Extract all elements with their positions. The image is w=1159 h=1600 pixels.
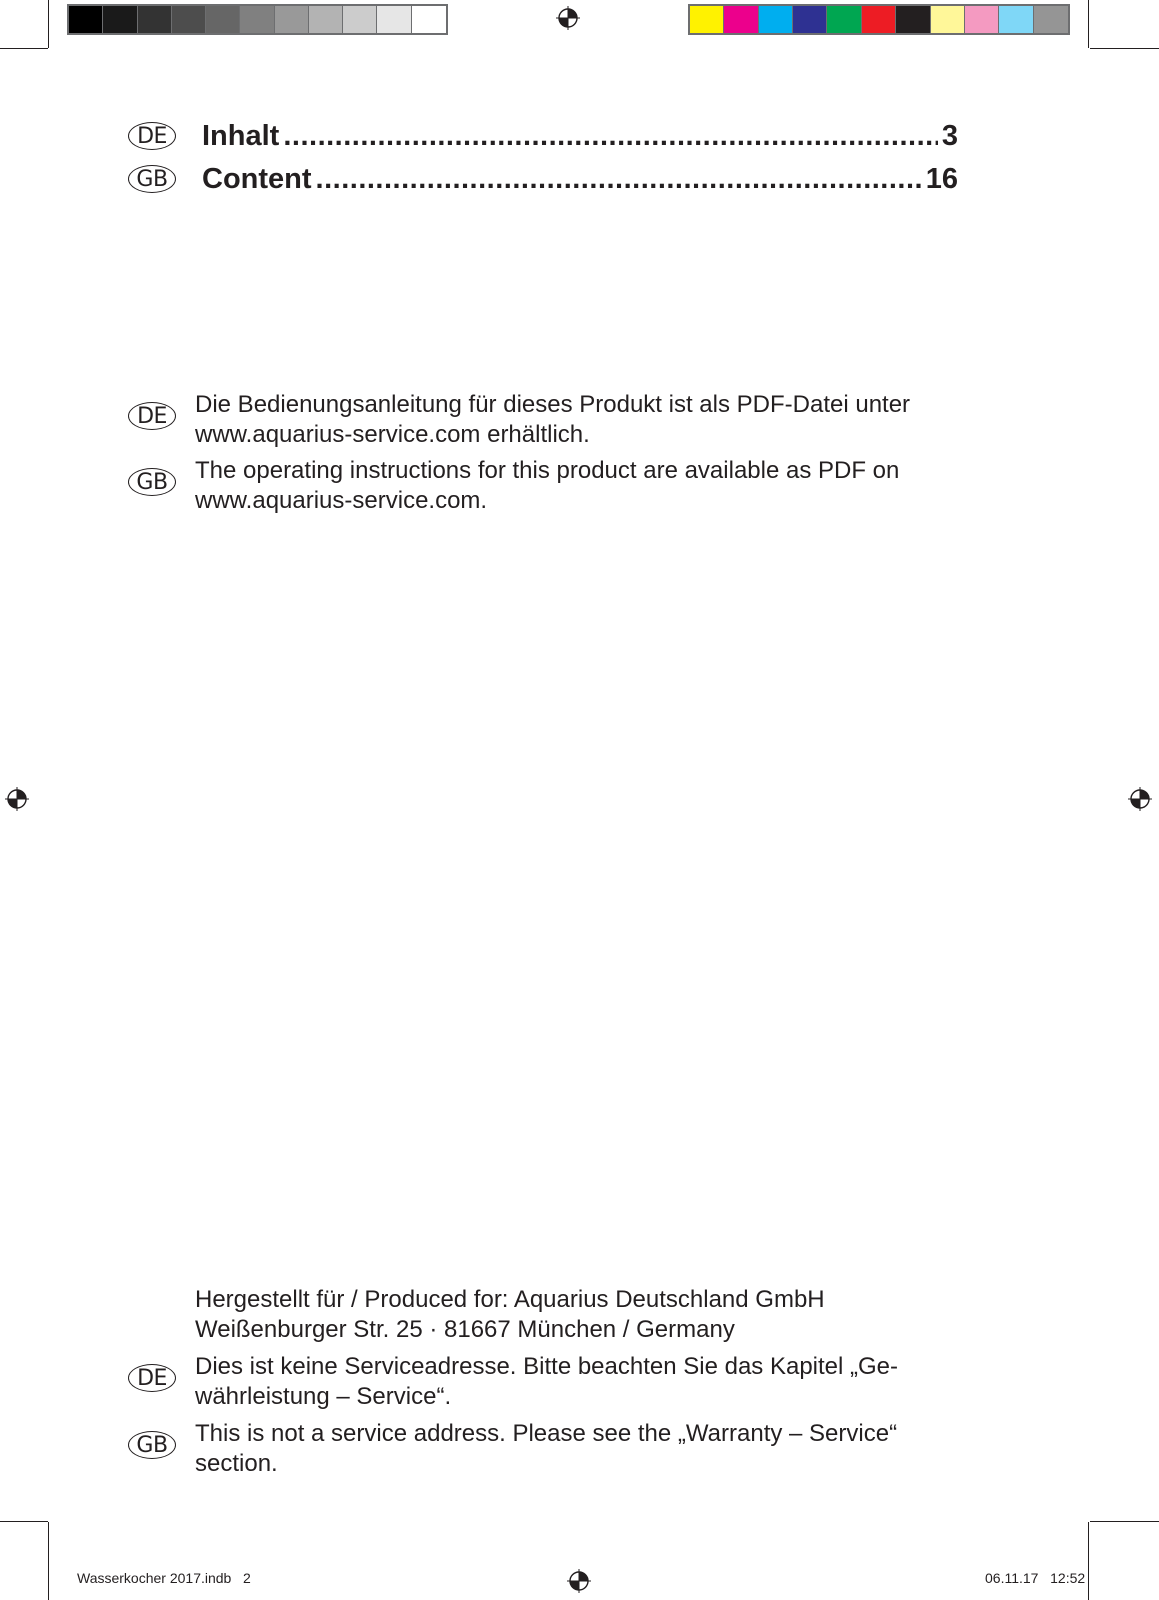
- registration-mark-icon: [556, 6, 580, 30]
- toc-leader-dots: [283, 120, 938, 153]
- language-badge-de: DE: [128, 402, 176, 430]
- crop-mark-top-right-v: [1088, 0, 1089, 48]
- pdf-notice-de-line1: Die Bedienungsanleitung für dieses Produkt ist als PDF-Datei unter: [195, 391, 911, 418]
- language-badge-de: DE: [128, 122, 176, 150]
- process-color-swatch: [827, 6, 861, 33]
- pdf-notice-gb: [195, 456, 955, 516]
- toc-title: Content: [202, 162, 312, 195]
- language-badge-gb: GB: [128, 468, 176, 496]
- process-color-swatch: [724, 6, 758, 33]
- manufacturer-line1: Hergestellt für / Produced for: Aquarius Deutschland GmbH: [195, 1286, 825, 1313]
- grayscale-swatch: [103, 6, 137, 33]
- process-color-swatch: [793, 6, 827, 33]
- process-color-swatch: [690, 6, 724, 33]
- crop-mark-top-left-v: [48, 0, 49, 48]
- service-notice-de-line2: währleistung – Service“.: [195, 1383, 452, 1410]
- grayscale-swatch: [343, 6, 377, 33]
- grayscale-swatch: [377, 6, 411, 33]
- process-color-swatch: [965, 6, 999, 33]
- crop-mark-top-left-h: [0, 48, 48, 49]
- toc-title: Inhalt: [202, 119, 280, 152]
- toc-leader-dots: [316, 163, 922, 196]
- process-color-swatch: [931, 6, 965, 33]
- grayscale-swatch: [172, 6, 206, 33]
- process-color-swatch: [759, 6, 793, 33]
- process-color-swatch: [896, 6, 930, 33]
- grayscale-swatch: [206, 6, 240, 33]
- service-notice-gb-line1: This is not a service address. Please see the „Warranty – Service“: [195, 1420, 898, 1447]
- grayscale-swatch: [275, 6, 309, 33]
- toc-entry[interactable]: [128, 159, 958, 199]
- crop-mark-bottom-right-v: [1088, 1522, 1089, 1600]
- toc-page-number: 3: [941, 119, 958, 152]
- crop-mark-top-right-h: [1090, 48, 1159, 49]
- grayscale-swatch: [412, 6, 446, 33]
- pdf-notice-gb-line1: The operating instructions for this product are available as PDF on: [195, 457, 900, 484]
- grayscale-swatch: [138, 6, 172, 33]
- grayscale-swatch: [69, 6, 103, 33]
- registration-mark-icon: [1128, 787, 1152, 811]
- language-badge-gb: GB: [128, 1431, 176, 1459]
- slug-file-info: Wasserkocher 2017.indb 2: [77, 1570, 251, 1586]
- service-notice-de: [195, 1352, 955, 1412]
- registration-mark-icon: [5, 787, 29, 811]
- language-badge-de: DE: [128, 1364, 176, 1392]
- process-color-swatch: [999, 6, 1033, 33]
- grayscale-swatch: [309, 6, 343, 33]
- process-color-swatch: [862, 6, 896, 33]
- manufacturer-address: [195, 1285, 955, 1345]
- service-notice-gb: [195, 1419, 955, 1479]
- process-color-swatch: [1034, 6, 1068, 33]
- pdf-notice-de: [195, 390, 955, 450]
- toc-entry[interactable]: [128, 116, 958, 156]
- pdf-notice-gb-line2: www.aquarius-service.com.: [195, 487, 488, 514]
- slug-datetime: 06.11.17 12:52: [985, 1570, 1086, 1586]
- service-notice-de-line1: Dies ist keine Serviceadresse. Bitte beachten Sie das Kapitel „Ge-: [195, 1353, 899, 1380]
- process-color-bar: [688, 4, 1070, 35]
- pdf-notice-de-line2: www.aquarius-service.com erhältlich.: [195, 421, 590, 448]
- crop-mark-bottom-left-v: [48, 1522, 49, 1600]
- service-notice-gb-line2: section.: [195, 1450, 278, 1477]
- registration-mark-icon: [567, 1569, 591, 1593]
- manufacturer-line2: Weißenburger Str. 25 · 81667 München / Germany: [195, 1316, 735, 1343]
- grayscale-swatch: [240, 6, 274, 33]
- crop-mark-bottom-right-h: [1090, 1521, 1159, 1522]
- language-badge-gb: GB: [128, 165, 176, 193]
- toc-page-number: 16: [925, 162, 958, 195]
- crop-mark-bottom-left-h: [0, 1521, 48, 1522]
- grayscale-color-bar: [67, 4, 448, 35]
